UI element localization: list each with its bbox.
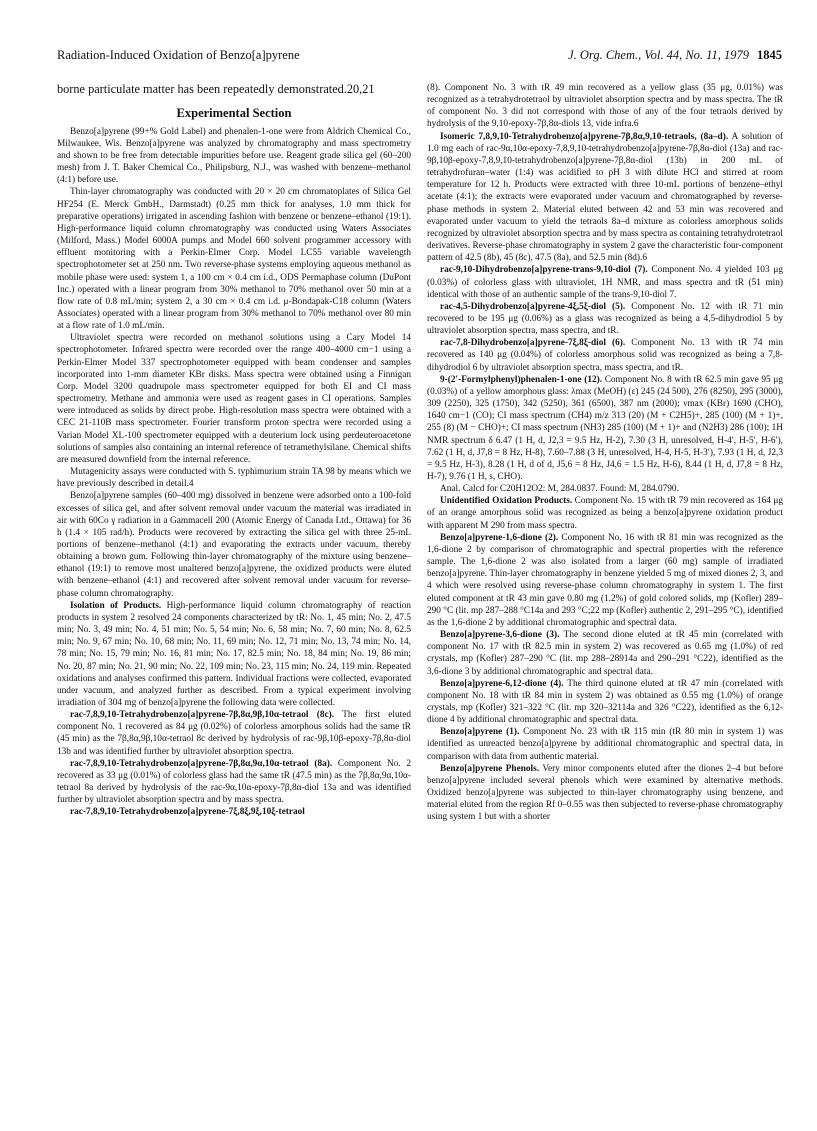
journal-name: J. Org. Chem., Vol. 44, No. 11, 1979 (568, 48, 749, 62)
paragraph-phenols: Benzo[a]pyrene Phenols. Very minor components eluted after the diones 2–4 but before benzo[a]pyrene included several phenols which were examined by alternative methods. Oxidized benzo[a]pyrene was subjected to thin-layer chromatography using benzene, and material eluted from the region Rf 0–0.55 was then subjected to reverse-phase chromatography using system 1 but with a shorter (427, 763, 783, 823)
running-header (57, 48, 782, 68)
run-in-heading: Benzo[a]pyrene (1). (440, 727, 520, 738)
run-in-heading: Benzo[a]pyrene-1,6-dione (2). (440, 532, 559, 543)
journal-citation (568, 48, 782, 63)
run-in-heading: rac-4,5-Dihydrobenzo[a]pyrene-4ξ,5ξ-diol (5). (440, 301, 626, 312)
paragraph-spectra: Ultraviolet spectra were recorded on methanol solutions using a Cary Model 14 spectrophotometer. Infrared spectra were recorded over the range 400–4000 cm−1 using a Perkin-Elmer Model 337 spectrophotometer equipped with beam condenser and samples incorporated into 1-mm diameter KBr disks. Mass spectra were obtained using a Finnigan Corp. Model 3200 quadrupole mass spectrometer equipped for both EI and CI mass spectrometry. Methane and ammonia were used as reagent gases in CI operations. Samples were introduced as solids by direct probe. High-resolution mass spectra were obtained with a CEC 21-110B mass spectrometer. Fourier transform proton spectra were recorded using a Varian Model XL-100 spectrometer equipped with a deuterium lock using perdeuteroacetone solutions of samples also containing an internal reference of tetramethylsilane. Chemical shifts are measured downfield from the internal reference. (57, 333, 411, 465)
paragraph-analysis: Anal. Calcd for C20H12O2: M, 284.0837. Found: M, 284.0790. (440, 484, 679, 495)
run-in-heading: Benzo[a]pyrene-3,6-dione (3). (440, 630, 560, 641)
paragraph-tetraol-8c: rac-7,8,9,10-Tetrahydrobenzo[a]pyrene-7β,8α,9β,10α-tetraol (8c). The first eluted component No. 1 recovered as 84 μg (0.02%) of colorless amorphous solids had the same tR (45 min) as the 7β,8α,9β,10α-tetraol 8c derived by hydrolysis of rac-9β,10β-epoxy-7β,8α-diol 13b and was identified further by ultraviolet absorption spectra. (57, 710, 412, 757)
paragraph-dione-4: Benzo[a]pyrene-6,12-dione (4). The third quinone eluted at tR 47 min (correlated with component No. 18 with tR 84 min in system 2) was obtained as 0.55 mg (1.0%) of orange crystals, mp (Kofler) 321–322 °C (lit. mp 320–32114a and 326 °C22), identified as the 6,12-dione 4 by additional chromatographic and spectral data. (427, 678, 784, 726)
running-title: Radiation-Induced Oxidation of Benzo[a]pyrene (57, 48, 300, 62)
paragraph-tetraol-8a: rac-7,8,9,10-Tetrahydrobenzo[a]pyrene-7β,8α,9α,10α-tetraol (8a). Component No. 2 recovered as 33 μg (0.01%) of colorless glass had the same tR (47.5 min) as the 7β,8α,9α,10α-tetraol 8a derived by hydrolysis of the rac-9α,10α-epoxy-7β,8α-diol 13a and was identified further by ultraviolet absorption spectra and by mass spectra. (57, 758, 412, 806)
paragraph-diol-5: rac-4,5-Dihydrobenzo[a]pyrene-4ξ,5ξ-diol (5). Component No. 12 with tR 71 min recovered to be 195 μg (0.06%) as a glass was recognized as being a 4,5-dihydrodiol 5 by ultraviolet absorption spectra, mass spectra, and tR. (427, 301, 784, 337)
paragraph-materials: Benzo[a]pyrene (99+% Gold Label) and phenalen-1-one were from Aldrich Chemical Co., Milwaukee, Wis. Benzo[a]pyrene was analyzed by chromatography and mass spectrometry and shown to be free from detectable impurities before use. Reagent grade silica gel (60–200 mesh) from J. T. Baker Chemical Co., Philipsburg, N.J., was washed with benzene–methanol (4:1) before use. (57, 126, 411, 186)
paragraph-diol-6: rac-7,8-Dihydrobenzo[a]pyrene-7ξ,8ξ-diol (6). Component No. 13 with tR 74 min recovered as 140 μg (0.04%) of colorless amorphous solid was recognized as being a 7,8-dihydrodiol 6 by ultraviolet absorption spectra, mass spectra, and tR. (427, 338, 784, 373)
run-in-heading: rac-7,8,9,10-Tetrahydrobenzo[a]pyrene-7ξ,8ξ,9ξ,10ξ-tetraol (70, 807, 305, 818)
paragraph-irradiation: Benzo[a]pyrene samples (60–400 mg) dissolved in benzene were adsorbed onto a 100-fold excesses of silica gel, and after solvent removal under vacuum the material was irradiated in air with 60Co γ radiation in a Gammacell 200 (Atomic Energy of Canada Ltd., Ottawa) for 36 h (1.4 × 105 rad/h). Products were recovered by extracting the silica gel with three 25-mL portions of benzene–methanol (4:1) and evaporating the extracts under vacuum, thereby obtaining a brown gum. Following thin-layer chromatography of the mixture using benzene–ethanol (19:1) to remove most unaltered benzo[a]pyrene, the oxidized products were eluted with benzene–ethanol (4:1) and recovered after solvent removal under vacuum for reverse-phase column chromatography. (57, 491, 411, 599)
paragraph-dione-3: Benzo[a]pyrene-3,6-dione (3). The second dione eluted at tR 45 min (correlated with component No. 17 with tR 82.5 min in system 2) was recovered as 0.65 mg (1.0%) of red crystals, mp (Kofler) 287–290 °C (lit. mp 288–28914a and 290–291 °C22), identified as the 3,6-dione 3 by additional chromatographic and spectral data. (427, 630, 783, 677)
run-in-heading: Isomeric 7,8,9,10-Tetrahydrobenzo[a]pyrene-7β,8α,9,10-tetraols, (8a–d). (440, 131, 729, 142)
run-in-heading: rac-7,8,9,10-Tetrahydrobenzo[a]pyrene-7β,8α,9α,10α-tetraol (8a). (70, 758, 333, 769)
paragraph-diol-7: rac-9,10-Dihydrobenzo[a]pyrene-trans-9,10-diol (7). Component No. 4 yielded 103 μg (0.03%) of colorless glass with ultraviolet, 1H NMR, and mass spectra and tR (51 min) identical with those of an authentic sample of the trans-9,10-diol 7. (427, 265, 783, 300)
intro-continuation: borne particulate matter has been repeatedly demonstrated.20,21 (57, 82, 375, 96)
run-in-heading: 9-(2′-Formylphenyl)phenalen-1-one (12). (440, 374, 603, 385)
paragraph-isolation: Isolation of Products. High-performance liquid column chromatography of reaction products in system 2 resolved 24 components characterized by tR: No. 1, 45 min; No. 2, 47.5 min; No. 3, 49 min; No. 4, 51 min; No. 5, 54 min; No. 6, 58 min; No. 7, 60 min; No. 8, 62.5 min; No. 9, 67 min; No. 10, 68 min; No. 11, 69 min; No. 12, 71 min; No. 13, 74 min; No. 14, 78 min; No. 15, 79 min; No. 16, 81 min; No. 17, 82.5 min; No. 18, 84 min; No. 19, 86 min; No. 20, 87 min; No. 21, 90 min; No. 22, 109 min; No. 23, 115 min; No. 24, 119 min. Repeated oxidations and analyses confirmed this pattern. Individual fractions were collected, evaporated under vacuum, and analyzed further as described. From a typical experiment involving irradiation of 304 mg of benzo[a]pyrene the following data were collected. (57, 600, 411, 708)
paragraph-phenalenone-12: 9-(2′-Formylphenyl)phenalen-1-one (12). Component No. 8 with tR 62.5 min gave 95 μg (0.03%) of a yellow amorphous glass: λmax (MeOH) (ε) 245 (24 500), 276 (8250), 295 (3000), 309 (2250), 325 (1750), 342 (5250), 361 (6500), 387 nm (2000); νmax (KBr) 1690 (CHO), 1640 cm−1 (CO); CI mass spectrum (CH4) m/z 313 (20) (M + C2H5)+, 285 (100) (M + 1)+, 255 (8) (M − CHO)+; CI mass spectrum (NH3) 285 (100) (M + 1)+ and (N2H3) 286 (100); 1H NMR spectrum δ 6.47 (1 H, d, J2,3 = 9.5 Hz, H-2), 7.30 (3 H, unresolved, H-4′, H-5′, H-6′), 7.62 (1 H, d, J7,8 = 8 Hz, H-8), 7.60–7.88 (3 H, unresolved, H-4, H-5, H-3′), 7.93 (1 H, d, J2,3 = 9.5 Hz, H-3), 8.28 (1 H, d of d, J5,6 = 8 Hz, J4,6 = 1.5 Hz, H-6), 8.44 (1 H, d, J7,8 = 8 Hz, H-7), 9.76 (1 H, s, CHO). (427, 374, 783, 482)
right-column (427, 82, 783, 824)
paragraph-benzopyrene-1: Benzo[a]pyrene (1). Component No. 23 with tR 115 min (tR 80 min in system 1) was identified as unreacted benzo[a]pyrene by additional chromatographic and spectral data, in comparison with data from authentic material. (427, 727, 784, 762)
section-title: Experimental Section (176, 105, 292, 120)
paragraph-chromatography: Thin-layer chromatography was conducted with 20 × 20 cm chromatoplates of Silica Gel HF254 (E. Merck GmbH., Darmstadt) (0.25 mm thick for analyses, 1.0 mm thick for preparative operations) irrigated in ascending fashion with benzene or benzene–ethanol (19:1). High-performance liquid column chromatography was conducted using Waters Associates (Milford, Mass.) Model 6000A pumps and Model 660 solvent programmer accessory with effluent monitoring with a Perkin-Elmer Corp. Model LC55 variable wavelength spectrophotometer set at 250 nm. Two reverse-phase systems employing aqueous methanol as mobile phase were used: system 1, a 100 cm × 0.4 cm i.d., ODS Permaphase column (DuPont Inc.) operated with a linear program from 30% methanol to 70% methanol over 50 min at a flow rate of 0.8 mL/min; system 2, a 30 cm × 0.4 cm i.d. μ-Bondapak-C18 column (Waters Associates) operated with a linear program from 30% methanol to 70% methanol over 80 min at a flow rate of 1.0 mL/min. (57, 187, 411, 332)
run-in-heading: Isolation of Products. (70, 600, 162, 611)
page-number: 1845 (757, 48, 782, 62)
run-in-heading: Benzo[a]pyrene-6,12-dione (4). (440, 678, 564, 689)
paragraph-dione-2: Benzo[a]pyrene-1,6-dione (2). Component No. 16 with tR 81 min was recognized as the 1,6-dione 2 by comparison of chromatographic and spectral properties with the reference sample. The 1,6-dione 2 was also isolated from a larger (60 mg) sample of irradiated benzo[a]pyrene. Thin-layer chromatography in benzene yielded 5 mg of mixed diones 2, 3, and 4 which were resolved using reverse-phase column chromatography in system 1. The first eluted component at tR 43 min gave 0.80 mg (1.2%) of gold colored solids, mp (Kofler) 289–290 °C (lit. mp 287–288 °C14a and 293 °C;22 mp (Kofler) authentic 2, 291–295 °C), identified as the 1,6-dione 2 by additional chromatographic and spectral data. (427, 532, 783, 628)
run-in-heading: Unidentified Oxidation Products. (440, 496, 573, 507)
run-in-heading: Benzo[a]pyrene Phenols. (440, 763, 540, 774)
paragraph-tetraol-8 (57, 806, 411, 818)
paragraph-tetraol-8-cont: (8). Component No. 3 with tR 49 min recovered as a yellow glass (35 μg, 0.01%) was recognized as a tetrahydrotetraol by ultraviolet absorption spectra and by mass spectra. The tR of component No. 3 did not correspond with those of any of the four tetraols derived by hydrolysis of the 9,10-epoxy-7β,8α-diols 13, vide infra.6 (427, 83, 783, 130)
left-column (57, 82, 411, 819)
run-in-heading: rac-7,8,9,10-Tetrahydrobenzo[a]pyrene-7β,8α,9β,10α-tetraol (8c). (70, 710, 335, 721)
paragraph-unidentified: Unidentified Oxidation Products. Component No. 15 with tR 79 min recovered as 164 μg of an orange amorphous solid was recognized as being a benzo[a]pyrene oxidation product with apparent M 290 from mass spectra. (427, 496, 783, 531)
paragraph-tetraols-8a-d: Isomeric 7,8,9,10-Tetrahydrobenzo[a]pyrene-7β,8α,9,10-tetraols, (8a–d). A solution of 1.0 mg each of rac-9α,10α-epoxy-7,8,9,10-tetrahydrobenzo[a]pyrene-7β,8α-diol (13a) and rac-9β,10β-epoxy-7,8,9,10-tetrahydrobenzo[a]pyrene-7β,8α-diol (13b) in 200 mL of tetrahydrofuran–water (1:4) was acidified to pH 3 with dilute HCl and stirred at room temperature for 12 h. Products were extracted with three 10-mL portions of benzene–ethyl acetate (4:1); the extracts were evaporated under vacuum and chromatographed by reverse-phase methods in system 2. Material eluted between 42 and 53 min was recovered and evaporated under vacuum to yield the tetraols 8a–d mixture as colorless amorphous solids recognized by ultraviolet absorption spectra and by mass spectra as containing tetrahydrotetraol derivatives. Reverse-phase chromatography in system 2 gave the characteristic four-component pattern of 42.5 (8b), 45 (8c), 47.5 (8a), and 52.5 min (8d).6 (427, 131, 784, 264)
paragraph-mutagenicity: Mutagenicity assays were conducted with S. typhimurium strain TA 98 by means which we have previously described in detail.4 (57, 467, 411, 490)
run-in-heading: rac-9,10-Dihydrobenzo[a]pyrene-trans-9,10-diol (7). (440, 265, 648, 276)
run-in-heading: rac-7,8-Dihydrobenzo[a]pyrene-7ξ,8ξ-diol (6). (440, 338, 626, 349)
